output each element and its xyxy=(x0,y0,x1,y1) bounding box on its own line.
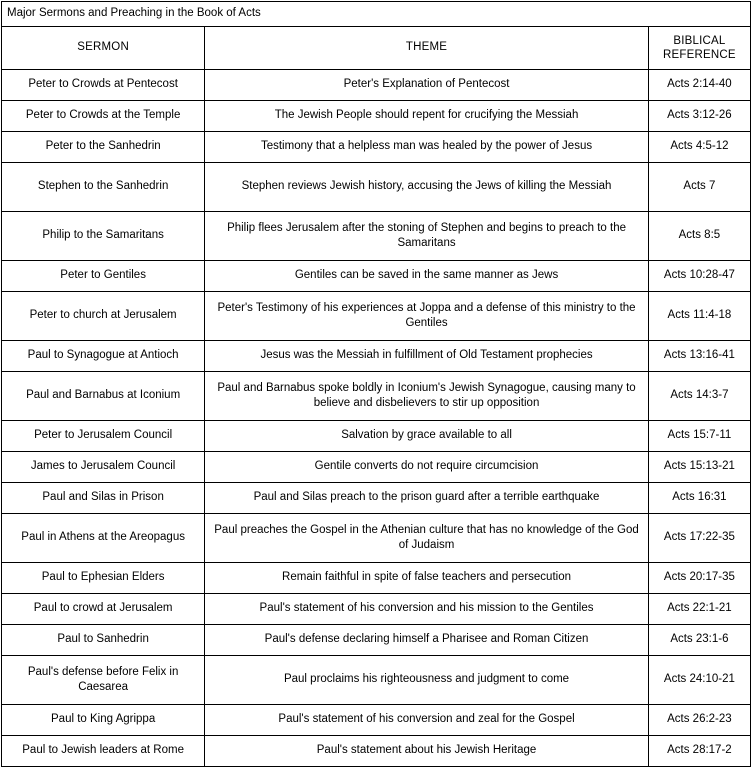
table-row xyxy=(2,656,751,705)
cell-sermon: Paul in Athens at the Areopagus xyxy=(2,514,205,563)
cell-sermon: Peter to Gentiles xyxy=(2,261,205,292)
cell-theme: Paul preaches the Gospel in the Athenian culture that has no knowledge of the God of Judaism xyxy=(205,514,649,563)
cell-reference: Acts 4:5-12 xyxy=(648,132,750,163)
table-row xyxy=(2,514,751,563)
table-row xyxy=(2,483,751,514)
cell-reference: Acts 20:17-35 xyxy=(648,563,750,594)
cell-sermon: Stephen to the Sanhedrin xyxy=(2,163,205,212)
cell-reference: Acts 17:22-35 xyxy=(648,514,750,563)
cell-theme: Paul and Silas preach to the prison guard after a terrible earthquake xyxy=(205,483,649,514)
sermons-table xyxy=(1,1,751,767)
cell-theme: Paul proclaims his righteousness and judgment to come xyxy=(205,656,649,705)
cell-theme: Paul's statement about his Jewish Heritage xyxy=(205,736,649,767)
table-row xyxy=(2,163,751,212)
cell-sermon: Peter to church at Jerusalem xyxy=(2,292,205,341)
cell-theme: Paul's defense declaring himself a Pharisee and Roman Citizen xyxy=(205,625,649,656)
cell-sermon: Peter to Jerusalem Council xyxy=(2,421,205,452)
cell-sermon: Paul and Barnabus at Iconium xyxy=(2,372,205,421)
cell-theme: Paul's statement of his conversion and his mission to the Gentiles xyxy=(205,594,649,625)
cell-reference: Acts 10:28-47 xyxy=(648,261,750,292)
cell-reference: Acts 16:31 xyxy=(648,483,750,514)
document-page xyxy=(0,1,752,757)
cell-sermon: Paul to Jewish leaders at Rome xyxy=(2,736,205,767)
column-header-sermon: SERMON xyxy=(2,27,205,70)
table-row xyxy=(2,594,751,625)
cell-sermon: Paul to King Agrippa xyxy=(2,705,205,736)
cell-reference: Acts 22:1-21 xyxy=(648,594,750,625)
table-row xyxy=(2,212,751,261)
table-row xyxy=(2,705,751,736)
cell-reference: Acts 23:1-6 xyxy=(648,625,750,656)
cell-sermon: Paul to crowd at Jerusalem xyxy=(2,594,205,625)
table-row xyxy=(2,372,751,421)
table-row xyxy=(2,101,751,132)
table-row xyxy=(2,70,751,101)
cell-reference: Acts 28:17-2 xyxy=(648,736,750,767)
cell-reference: Acts 2:14-40 xyxy=(648,70,750,101)
cell-theme: Peter's Explanation of Pentecost xyxy=(205,70,649,101)
column-header-reference-line2: REFERENCE xyxy=(663,49,736,61)
cell-reference: Acts 15:7-11 xyxy=(648,421,750,452)
cell-theme: Salvation by grace available to all xyxy=(205,421,649,452)
cell-reference: Acts 14:3-7 xyxy=(648,372,750,421)
table-title-row xyxy=(2,2,751,27)
table-row xyxy=(2,625,751,656)
cell-sermon: Paul to Ephesian Elders xyxy=(2,563,205,594)
table-row xyxy=(2,421,751,452)
cell-theme: Gentile converts do not require circumcision xyxy=(205,452,649,483)
cell-sermon: Paul to Synagogue at Antioch xyxy=(2,341,205,372)
cell-sermon: Peter to Crowds at the Temple xyxy=(2,101,205,132)
cell-sermon: Peter to the Sanhedrin xyxy=(2,132,205,163)
cell-sermon: Peter to Crowds at Pentecost xyxy=(2,70,205,101)
cell-theme: Peter's Testimony of his experiences at Joppa and a defense of this ministry to the Gentiles xyxy=(205,292,649,341)
cell-sermon: Philip to the Samaritans xyxy=(2,212,205,261)
cell-reference: Acts 7 xyxy=(648,163,750,212)
column-header-reference-line1: BIBLICAL xyxy=(673,34,726,47)
cell-theme: Philip flees Jerusalem after the stoning of Stephen and begins to preach to the Samaritans xyxy=(205,212,649,261)
cell-reference: Acts 24:10-21 xyxy=(648,656,750,705)
cell-theme: Testimony that a helpless man was healed by the power of Jesus xyxy=(205,132,649,163)
table-header-row xyxy=(2,27,751,70)
cell-reference: Acts 8:5 xyxy=(648,212,750,261)
table-row xyxy=(2,341,751,372)
cell-theme: Remain faithful in spite of false teachers and persecution xyxy=(205,563,649,594)
cell-theme: The Jewish People should repent for crucifying the Messiah xyxy=(205,101,649,132)
table-row xyxy=(2,132,751,163)
table-row xyxy=(2,452,751,483)
cell-theme: Paul's statement of his conversion and zeal for the Gospel xyxy=(205,705,649,736)
cell-sermon: Paul and Silas in Prison xyxy=(2,483,205,514)
column-header-theme: THEME xyxy=(205,27,649,70)
page-title: Major Sermons and Preaching in the Book of Acts xyxy=(2,2,751,27)
table-row xyxy=(2,261,751,292)
cell-theme: Stephen reviews Jewish history, accusing the Jews of killing the Messiah xyxy=(205,163,649,212)
cell-theme: Gentiles can be saved in the same manner as Jews xyxy=(205,261,649,292)
cell-theme: Jesus was the Messiah in fulfillment of Old Testament prophecies xyxy=(205,341,649,372)
cell-reference: Acts 15:13-21 xyxy=(648,452,750,483)
cell-sermon: James to Jerusalem Council xyxy=(2,452,205,483)
cell-reference: Acts 26:2-23 xyxy=(648,705,750,736)
cell-sermon: Paul to Sanhedrin xyxy=(2,625,205,656)
cell-reference: Acts 13:16-41 xyxy=(648,341,750,372)
cell-reference: Acts 11:4-18 xyxy=(648,292,750,341)
table-row xyxy=(2,292,751,341)
table-row xyxy=(2,563,751,594)
cell-reference: Acts 3:12-26 xyxy=(648,101,750,132)
cell-sermon: Paul's defense before Felix in Caesarea xyxy=(2,656,205,705)
table-row xyxy=(2,736,751,767)
column-header-reference xyxy=(648,27,750,70)
cell-theme: Paul and Barnabus spoke boldly in Iconium's Jewish Synagogue, causing many to believe and disbelievers to stir up opposition xyxy=(205,372,649,421)
